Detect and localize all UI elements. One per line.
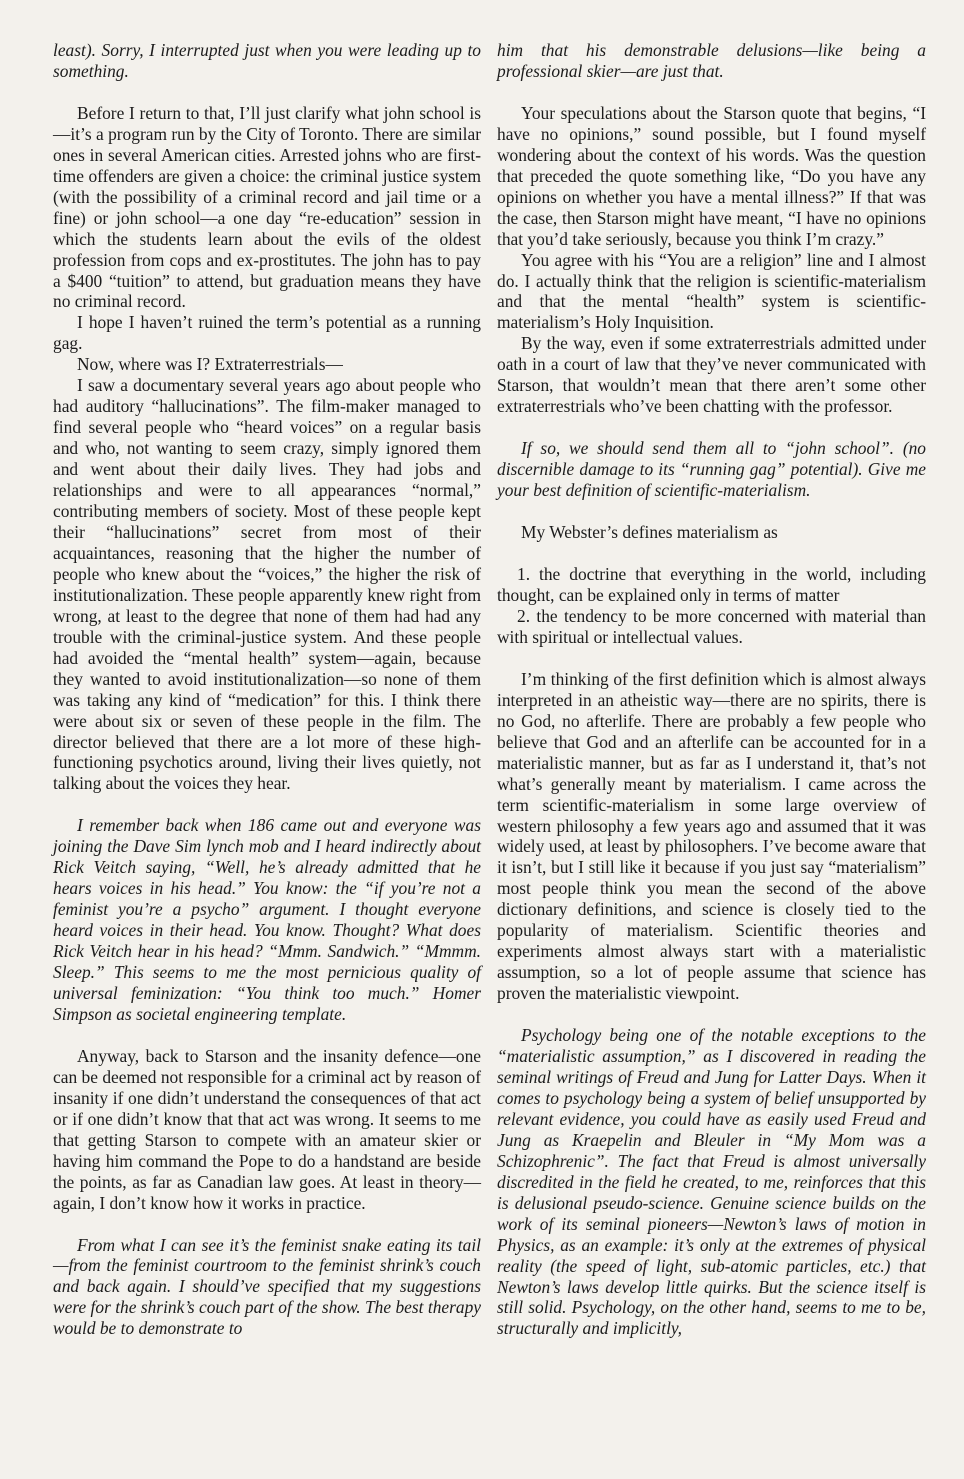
left-text-column — [53, 40, 481, 1339]
paragraph-r6: My Webster’s defines materialism as — [521, 522, 778, 543]
paragraph-l8: From what I can see it’s the feminist snake eating its tail—from the feminist courtroom to the feminist shrink’s couch and back again. I should’ve specified that my suggestions were for the shrink’s couch part of the show. The best therapy would be to demonstrate to — [53, 1234, 481, 1339]
definition-item-2: 2. the tendency to be more concerned with material than with spiritual or intellectual values. — [497, 605, 926, 647]
paragraph-r1: him that his demonstrable delusions—like being a professional skier—are just that. — [497, 40, 926, 81]
paragraph-l1: least). Sorry, I interrupted just when you were leading up to something. — [53, 40, 481, 81]
paragraph-r4: By the way, even if some extraterrestrials admitted under oath in a court of law that they’ve never communicated with Starson, that wouldn’t mean that there aren’t some other extraterrestrials who’ve been chatting with the professor. — [497, 333, 926, 417]
paragraph-r5: If so, we should send them all to “john school”. (no discernible damage to its “running gag” potential). Give me your best definition of scientific-materialism. — [497, 438, 926, 501]
definition-item-1: 1. the doctrine that everything in the world, including thought, can be explained only in terms of matter — [497, 564, 926, 605]
paragraph-r3: You agree with his “You are a religion” line and I almost do. I actually think that the religion is scientific-materialism and that the mental “health” system is scientific-materialism’s Holy Inquisition. — [497, 249, 926, 333]
paragraph-r9: I’m thinking of the first definition which is almost always interpreted in an atheistic way—there are no spirits, there is no God, no afterlife. There are probably a few people who believe that God and an afterlife can be accounted for in a materialistic manner, but as far as I understand it, that’s not what’s generally meant by materialism. I came across the term scientific-materialism in some large overview of western philosophy a few years ago and assumed that it was widely used, at least by philosophers. I’ve become aware that it isn’t, but I still like it because if you just say “materialism” most people think you mean the second of the above dictionary definitions, and science is closely tied to the popularity of materialism. Scientific theories and experiments almost always start with a materialistic assumption, so a lot of people assume that science has proven the materialistic viewpoint. — [497, 668, 926, 1004]
paragraph-l4: Now, where was I? Extraterrestrials— — [77, 354, 343, 375]
paragraph-l6: I remember back when 186 came out and everyone was joining the Dave Sim lynch mob and I heard indirectly about Rick Veitch saying, “Well, he’s already admitted that he hears voices in his head.” You know: the “if you’re not a feminist you’re a psycho” argument. I thought everyone heard voices in their head. You know. Thought? What does Rick Veitch hear in his head? “Mmm. Sandwich.” “Mmmm. Sleep.” This seems to me the most pernicious quality of universal feminization: “You think too much.” Homer Simpson as societal engineering template. — [53, 815, 481, 1024]
paragraph-l7: Anyway, back to Starson and the insanity defence—one can be deemed not responsible for a criminal act by reason of insanity if one didn’t understand the consequences of that act or if one didn’t know that that act was wrong. It seems to me that getting Starson to compete with an amateur skier or having him command the Pope to do a handstand are beside the points, as far as Canadian law goes. At least in theory—again, I don’t know how it works in practice. — [53, 1045, 481, 1213]
paragraph-r10: Psychology being one of the notable exceptions to the “materialistic assumption,” as I discovered in reading the seminal writings of Freud and Jung for Latter Days. When it comes to psychology being a system of belief unsupported by relevant evidence, you could have as easily used Freud and Jung as Kraepelin and Bleuler in “My Mom was a Schizophrenic”. The fact that Freud is almost universally discredited in the field he created, to me, reinforces that this is delusional pseudo-science. Genuine science builds on the work of its seminal pioneers—Newton’s laws of motion in Physics, as an example: it’s only at the extremes of physical reality (the speed of light, sub-atomic particles, etc.) that Newton’s laws develop little quirks. But the science itself is still solid. Psychology, on the other hand, seems to me to be, structurally and implicitly, — [497, 1025, 926, 1339]
paragraph-l2: Before I return to that, I’ll just clarify what john school is—it’s a program run by the City of Toronto. There are similar ones in several American cities. Arrested johns who are first-time offenders are given a choice: the criminal justice system (with the possibility of a criminal record and jail time or a fine) or john school—a one day “re-education” session in which the students learn about the evils of the oldest profession from cops and ex-prostitutes. The john has to pay a $400 “tuition” to attend, but graduation means they have no criminal record. — [53, 102, 481, 312]
paragraph-r2: Your speculations about the Starson quote that begins, “I have no opinions,” sound possible, but I found myself wondering about the context of his words. Was the question that preceded the quote something like, “Do you have any opinions on whether you have a mental illness?” If that was the case, then Starson might have meant, “I have no opinions that you’d take seriously, because you think I’m crazy.” — [497, 102, 926, 249]
paragraph-l5: I saw a documentary several years ago about people who had auditory “hallucinations”. The film-maker managed to find several people who “heard voices” on a regular basis and who, not wanting to seem crazy, simply ignored them and went about their daily lives. They had jobs and relationships and were to all appearances “normal,” contributing members of society. Most of these people kept their “hallucinations” secret from most of their acquaintances, reasoning that the higher the number of people who knew about the “voices,” the higher the risk of institutionalization. These people apparently knew right from wrong, at least to the degree that none of them had had any trouble with the criminal-justice system. And these people had avoided the “mental health” system—again, because they wanted to avoid institutionalization—so none of them was taking any kind of “medication” for this. I think there were about six or seven of these people in the film. The director believed that there are a lot more of these high-functioning psychotics around, living their lives quietly, not talking about the voices they hear. — [53, 375, 481, 794]
paragraph-l3: I hope I haven’t ruined the term’s potential as a running gag. — [53, 312, 481, 354]
right-text-column — [497, 40, 926, 1339]
